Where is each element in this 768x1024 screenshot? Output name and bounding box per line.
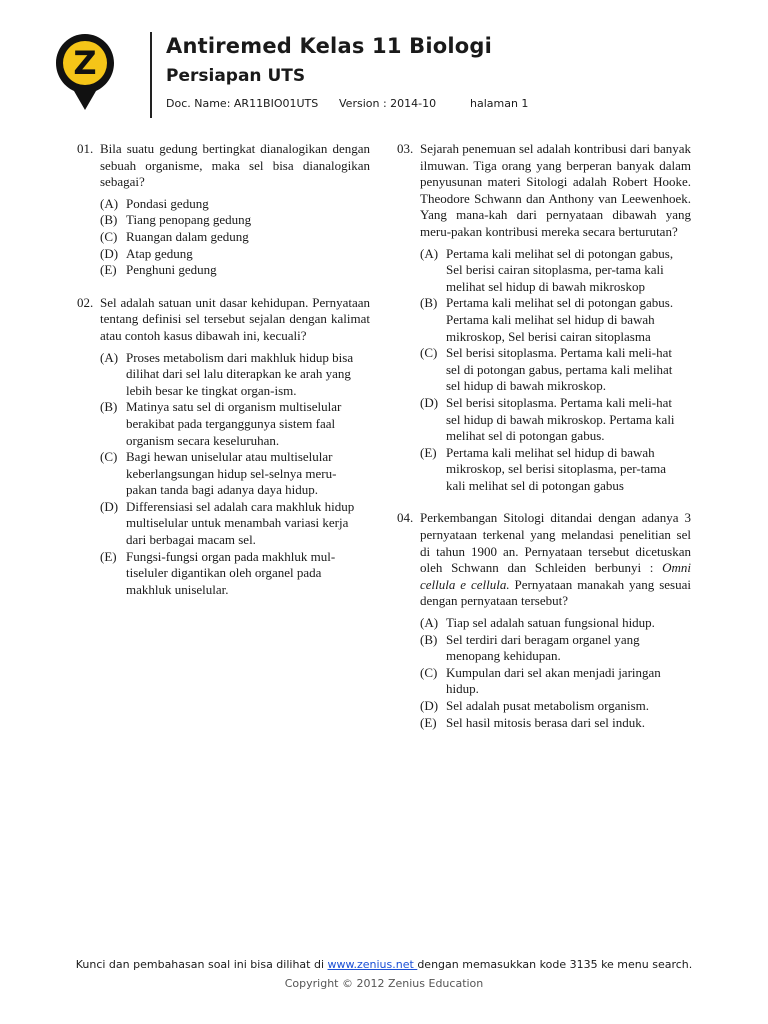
- option-text: Pertama kali melihat sel di potongan gabus, Sel berisi cairan sitoplasma, per-tama kali melihat sel hidup di bawah mikroskop: [446, 245, 674, 294]
- footer-text-before: Kunci dan pembahasan soal ini bisa dilihat di: [75, 958, 328, 971]
- stem-text-after: Pernyataan manakah yang sesuai dengan pernyataan tersebut?: [420, 576, 691, 609]
- option-text: Bagi hewan uniselular atau multiselular keberlangsungan hidup sel-selnya meru-pakan tanda bagi adanya daya hidup.: [126, 449, 337, 498]
- option-label: (A): [420, 615, 439, 631]
- footer-text-after: dengan memasukkan kode 3135 ke menu search.: [417, 958, 693, 971]
- doc-version: Version : 2014-10: [339, 97, 437, 110]
- option-d: [100, 499, 370, 549]
- option-text: Sel berisi sitoplasma. Pertama kali meli-hat sel hidup di bawah mikroskop. Pertama kali melihat sel di potongan gabus.: [446, 394, 675, 444]
- option-text: Penghuni gedung: [126, 262, 217, 278]
- option-label: (E): [100, 262, 117, 278]
- question-01: [77, 141, 370, 279]
- page-title: Antiremed Kelas 11 Biologi: [166, 34, 493, 58]
- option-label: (A): [100, 349, 119, 365]
- option-b: [420, 632, 691, 665]
- option-text: Differensiasi sel adalah cara makhluk hidup multiselular untuk menambah variasi kerja dari berbagai macam sel.: [126, 498, 355, 548]
- question-number: 04.: [397, 510, 414, 526]
- question-stem: [420, 510, 691, 610]
- option-text: Sel adalah pusat metabolism organism.: [446, 698, 650, 713]
- zenius-link[interactable]: www.zenius.net: [327, 958, 418, 971]
- question-stem: Sel adalah satuan unit dasar kehidupan. Pernyataan tentang definisi sel tersebut sejalan dengan kalimat atau contoh kasus dibawah ini, kecuali?: [100, 294, 370, 343]
- option-a: [420, 615, 691, 632]
- option-text: Pondasi gedung: [126, 195, 209, 211]
- right-column: [397, 141, 691, 747]
- option-label: (E): [420, 714, 437, 730]
- option-c: [420, 345, 691, 395]
- question-03: [397, 141, 691, 494]
- question-number: 03.: [397, 141, 414, 156]
- question-stem: Sejarah penemuan sel adalah kontribusi dari banyak ilmuwan. Tiga orang yang berperan banyak dalam penyusunan materi Sitologi adalah Robert Hooke. Theodore Schwann dan Anthony van Leewenhoek. Yang mana-kah dari pernyataan dibawah yang meru-pakan kontribusi mereka secara berturutan?: [420, 141, 691, 239]
- option-label: (D): [420, 698, 439, 713]
- logo-letter: Z: [73, 44, 97, 82]
- option-text: Sel terdiri dari beragam organel yang menopang kehidupan.: [446, 631, 640, 664]
- question-number: 02.: [77, 294, 94, 310]
- option-a: [420, 246, 691, 296]
- option-text: Atap gedung: [126, 245, 193, 261]
- option-text: Matinya satu sel di organism multiselular berakibat pada terganggunya sistem faal organism secara keseluruhan.: [126, 399, 342, 448]
- option-label: (D): [100, 498, 119, 514]
- option-e: [100, 262, 370, 279]
- option-d: [420, 395, 691, 445]
- page-subtitle: Persiapan UTS: [166, 66, 306, 86]
- option-text: Fungsi-fungsi organ pada makhluk mul-tiseluler digantikan oleh organel pada makhluk uniselular.: [126, 548, 336, 597]
- option-label: (C): [420, 664, 438, 680]
- option-text: Proses metabolism dari makhluk hidup bisa dilihat dari sel lalu diterapkan ke arah yang lebih besar ke tingkat organ-ism.: [126, 349, 354, 398]
- doc-name: Doc. Name: AR11BIO01UTS: [166, 97, 319, 110]
- option-text: Pertama kali melihat sel di potongan gabus. Pertama kali melihat sel hidup di bawah mikroskop, Sel berisi cairan sitoplasma: [446, 295, 674, 344]
- option-c: [100, 229, 370, 246]
- options-list: [420, 246, 691, 495]
- page-number: halaman 1: [470, 97, 529, 110]
- left-column: [77, 141, 370, 614]
- option-a: [100, 350, 370, 400]
- footer-note: [0, 958, 768, 971]
- option-label: (A): [420, 245, 439, 261]
- question-stem: Bila suatu gedung bertingkat dianalogikan dengan sebuah organisme, maka sel bisa dianalogikan sebagai?: [100, 141, 370, 190]
- option-label: (C): [420, 345, 438, 361]
- option-text: Kumpulan dari sel akan menjadi jaringan hidup.: [446, 664, 661, 697]
- question-02: [77, 295, 370, 599]
- option-text: Tiang penopang gedung: [126, 212, 252, 228]
- option-label: (A): [100, 195, 119, 211]
- option-text: Tiap sel adalah satuan fungsional hidup.: [446, 615, 655, 631]
- option-label: (D): [100, 245, 119, 261]
- options-list: [100, 196, 370, 279]
- options-list: [100, 350, 370, 599]
- question-04: [397, 510, 691, 731]
- option-e: [420, 445, 691, 495]
- options-list: [420, 615, 691, 731]
- option-text: Ruangan dalam gedung: [126, 228, 249, 244]
- option-text: Pertama kali melihat sel hidup di bawah mikroskop, sel berisi sitoplasma, per-tama kali melihat sel di potongan gabus: [446, 444, 666, 493]
- option-b: [100, 399, 370, 449]
- option-e: [420, 715, 691, 732]
- stem-latin-phrase: Omni cellula e cellula.: [420, 560, 691, 592]
- stem-text-before: Perkembangan Sitologi ditandai dengan adanya 3 pernyataan terkenal yang melandasi penelitian sel di tahun 1900 an. Pernyataan tersebut dicetuskan oleh Schwann dan Schleiden berbunyi :: [420, 510, 691, 576]
- option-b: [420, 295, 691, 345]
- option-text: Sel berisi sitoplasma. Pertama kali meli-hat sel di potongan gabus, pertama kali melihat sel hidup di bawah mikroskop.: [446, 345, 673, 394]
- option-label: (B): [100, 399, 118, 415]
- option-d: [100, 246, 370, 263]
- copyright: Copyright © 2012 Zenius Education: [284, 977, 484, 990]
- option-label: (E): [420, 444, 437, 460]
- option-label: (C): [100, 449, 118, 465]
- option-label: (E): [100, 548, 117, 564]
- question-number: 01.: [77, 141, 94, 156]
- option-e: [100, 549, 370, 599]
- option-c: [100, 449, 370, 499]
- option-label: (D): [420, 394, 439, 410]
- option-a: [100, 196, 370, 213]
- zenius-logo: [54, 32, 116, 112]
- option-b: [100, 212, 370, 229]
- option-label: (B): [100, 212, 118, 228]
- option-text: Sel hasil mitosis berasa dari sel induk.: [446, 714, 645, 730]
- option-label: (B): [420, 295, 438, 311]
- header-divider: [150, 32, 152, 118]
- option-label: (B): [420, 631, 438, 647]
- option-label: (C): [100, 228, 118, 244]
- option-c: [420, 665, 691, 698]
- option-d: [420, 698, 691, 715]
